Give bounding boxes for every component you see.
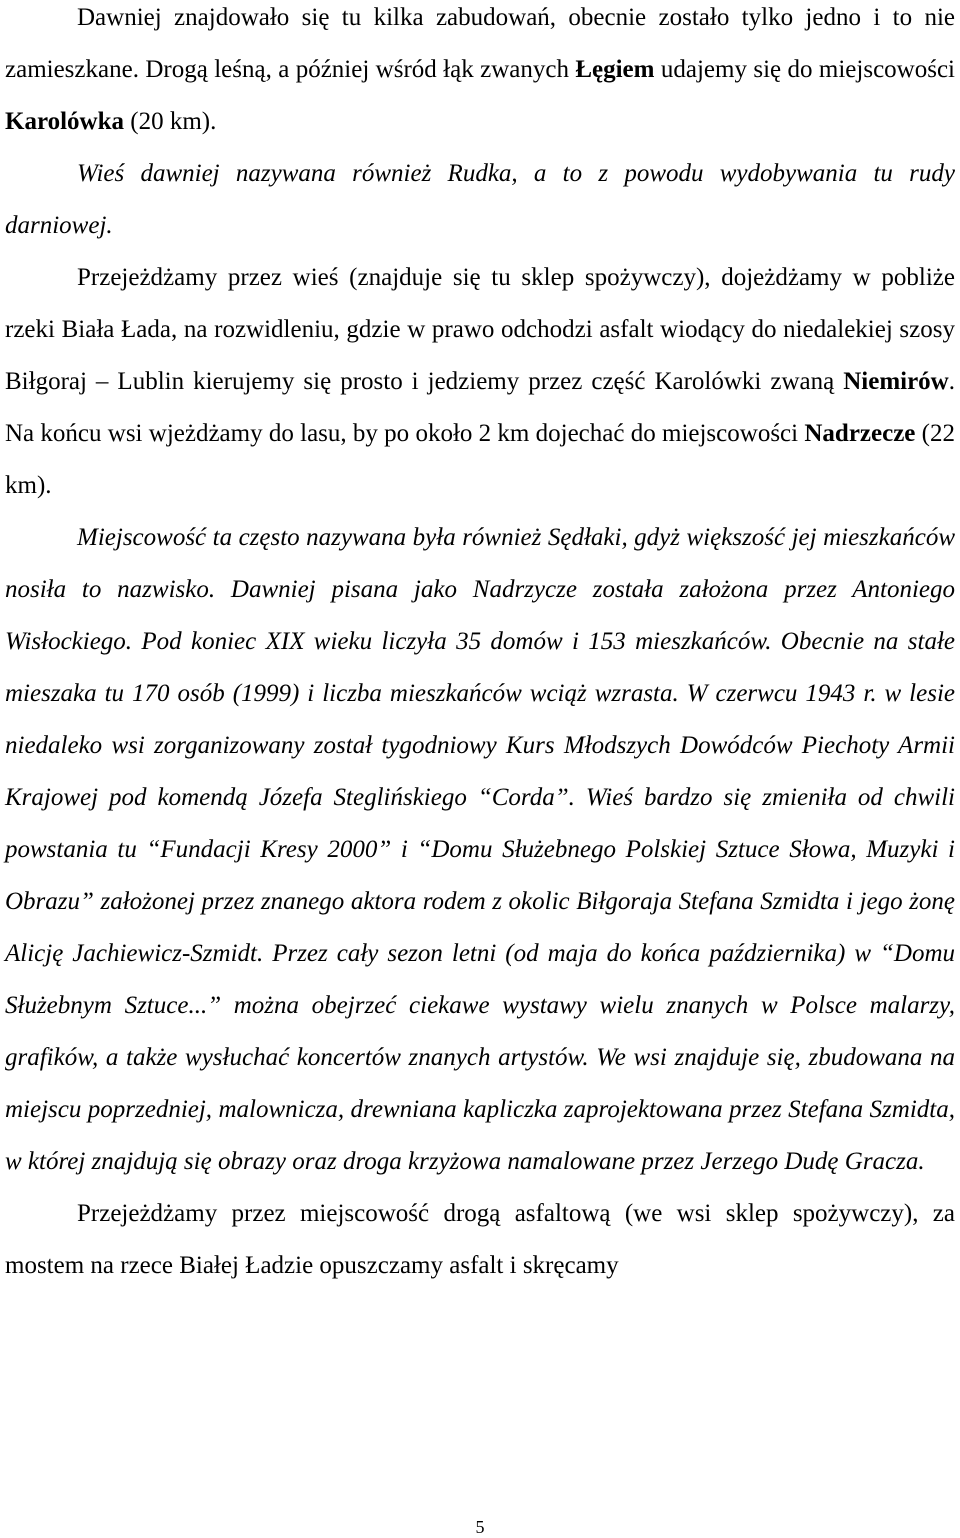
paragraph-5-text: Przejeżdżamy przez miejscowość drogą asfaltową (we wsi sklep spożywczy), za mostem na rzece Białej Ładzie opuszczamy asfalt i skręcamy (5, 1200, 955, 1279)
paragraph-2-text: Wieś dawniej nazywana również Rudka, a to z powodu wydobywania tu rudy darniowej. (5, 160, 955, 239)
paragraph-4-text: Miejscowość ta często nazywana była również Sędłaki, gdyż większość jej mieszkańców nosiła to nazwisko. Dawniej pisana jako Nadrzycze została założona przez Antoniego Wisłockiego. Pod koniec XIX wieku liczyła 35 domów i 153 mieszkańców. Obecnie na stałe mieszaka tu 170 osób (1999) i liczba mieszkańców wciąż wzrasta. W czerwcu 1943 r. w lesie niedaleko wsi zorganizowany został tygodniowy Kurs Młodszych Dowódców Piechoty Armii Krajowej pod komendą Józefa Steglińskiego “Corda”. Wieś bardzo się zmieniła od chwili powstania tu “Fundacji Kresy 2000” i “Domu Służebnego Polskiej Sztuce Słowa, Muzyki i Obrazu” założonej przez znanego aktora rodem z okolic Biłgoraja Stefana Szmidta i jego żonę Alicję Jachiewicz-Szmidt. Przez cały sezon letni (od maja do końca października) w “Domu Służebnym Sztuce...” można obejrzeć ciekawe wystawy wielu znanych w Polsce malarzy, grafików, a także wysłuchać koncertów znanych artystów. We wsi znajduje się, zbudowana na miejscu poprzedniej, malownicza, drewniana kapliczka zaprojektowana przez Stefana Szmidta, w której znajdują się obrazy oraz droga krzyżowa namalowane przez Jerzego Dudę Gracza. (5, 524, 955, 1175)
paragraph-4 (5, 512, 955, 1188)
paragraph-1-text: udajemy się do miejscowości (654, 56, 955, 83)
paragraph-2 (5, 148, 955, 252)
place-name-niemirow: Niemirów (843, 368, 949, 395)
paragraph-1 (5, 0, 955, 148)
paragraph-3-text: . Na końcu wsi wjeżdżamy do lasu, by po około 2 km dojechać do miejscowości (5, 368, 955, 447)
paragraph-3-text: Przejeżdżamy przez wieś (znajduje się tu sklep spożywczy), dojeżdżamy w pobliże rzeki Biała Łada, na rozwidleniu, gdzie w prawo odchodzi asfalt wiodący do niedalekiej szosy Biłgoraj – Lublin kierujemy się prosto i jedziemy przez część Karolówki zwaną (5, 264, 955, 395)
place-name-legiem: Łęgiem (575, 56, 655, 83)
paragraph-1-text: Dawniej znajdowało się tu kilka zabudowań, obecnie zostało tylko jedno i to nie zamieszkane. Drogą leśną, a później wśród łąk zwanych (5, 4, 955, 83)
place-name-nadrzecze: Nadrzecze (804, 420, 916, 447)
paragraph-5 (5, 1188, 955, 1292)
page-number: 5 (475, 1517, 485, 1537)
paragraph-3 (5, 252, 955, 512)
paragraph-3-text: (22 km). (5, 420, 955, 499)
document-page (5, 0, 955, 1292)
place-name-karolowka: Karolówka (5, 108, 124, 135)
paragraph-1-text: (20 km). (124, 108, 217, 135)
